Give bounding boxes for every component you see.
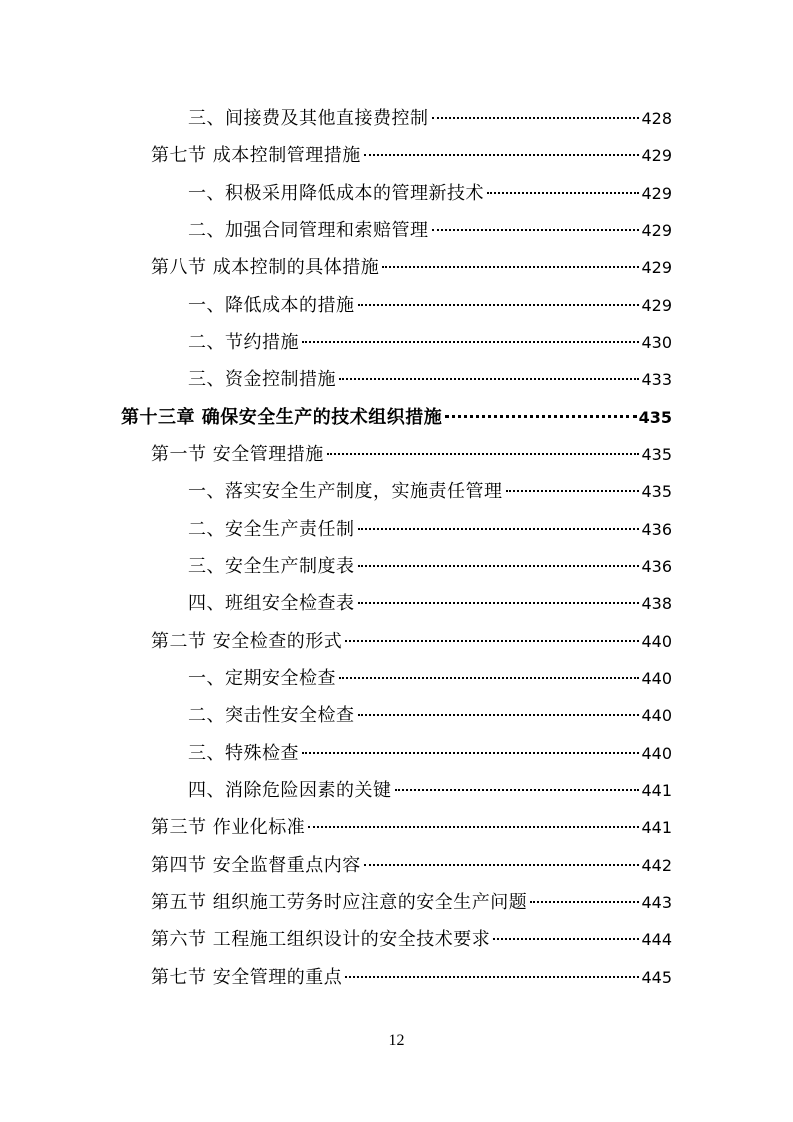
toc-entry-page: 445: [641, 968, 672, 987]
toc-entry[interactable]: [188, 105, 672, 133]
toc-entry-label: 第八节 成本控制的具体措施: [151, 257, 380, 278]
dot-leader: [339, 677, 639, 679]
toc-entry-label: 第五节 组织施工劳务时应注意的安全生产问题: [151, 892, 528, 913]
page-number: 12: [388, 1032, 405, 1049]
toc-entry[interactable]: [188, 777, 672, 805]
dot-leader: [345, 640, 639, 642]
dot-leader: [339, 378, 639, 380]
toc-entry-page: 438: [641, 594, 672, 613]
dot-leader: [358, 602, 640, 604]
dot-leader: [487, 192, 639, 194]
toc-entry[interactable]: [188, 292, 672, 320]
dot-leader: [358, 528, 640, 530]
toc-entry-page: 429: [641, 221, 672, 240]
toc-entry-label: 三、安全生产制度表: [188, 556, 355, 577]
toc-entry[interactable]: [151, 142, 672, 170]
toc-entry-page: 429: [641, 258, 672, 277]
toc-entry[interactable]: [151, 814, 672, 842]
toc-entry-page: 429: [641, 146, 672, 165]
dot-leader: [302, 341, 639, 343]
dot-leader: [358, 714, 640, 716]
toc-entry[interactable]: [151, 926, 672, 954]
toc-entry-page: 429: [641, 296, 672, 315]
toc-entry-page: 440: [641, 744, 672, 763]
toc-entry-label: 二、突击性安全检查: [188, 705, 355, 726]
toc-entry[interactable]: [188, 702, 672, 730]
toc-entry-page: 440: [641, 706, 672, 725]
toc-entry[interactable]: [188, 180, 672, 208]
toc-entry-page: 443: [641, 893, 672, 912]
toc-entry[interactable]: [188, 553, 672, 581]
toc-entry-page: 436: [641, 557, 672, 576]
toc-entry-label: 四、消除危险因素的关键: [188, 780, 392, 801]
toc-entry[interactable]: [151, 852, 672, 880]
toc-entry-label: 第六节 工程施工组织设计的安全技术要求: [151, 929, 491, 950]
toc-entry-label: 四、班组安全检查表: [188, 593, 355, 614]
toc-entry[interactable]: [188, 478, 672, 506]
toc-entry-label: 第十三章 确保安全生产的技术组织措施: [121, 407, 443, 428]
toc-entry-label: 第一节 安全管理措施: [151, 444, 324, 465]
toc-entry-page: 444: [641, 930, 672, 949]
toc-entry-label: 一、落实安全生产制度，实施责任管理: [188, 481, 503, 502]
toc-entry[interactable]: [151, 964, 672, 992]
dot-leader: [327, 453, 640, 455]
dot-leader: [308, 826, 639, 828]
toc-entry-page: 441: [641, 818, 672, 837]
toc-entry-label: 二、加强合同管理和索赔管理: [188, 220, 429, 241]
dot-leader: [493, 938, 639, 940]
toc-entry[interactable]: [151, 889, 672, 917]
dot-leader: [345, 976, 639, 978]
toc-entry-label: 一、定期安全检查: [188, 668, 336, 689]
toc-entry-label: 一、降低成本的措施: [188, 295, 355, 316]
dot-leader: [432, 229, 640, 231]
toc-entry[interactable]: [188, 217, 672, 245]
toc-entry-label: 三、资金控制措施: [188, 369, 336, 390]
toc-entry-label: 一、积极采用降低成本的管理新技术: [188, 183, 484, 204]
toc-entry[interactable]: [188, 516, 672, 544]
dot-leader: [302, 752, 639, 754]
toc-entry-label: 二、安全生产责任制: [188, 519, 355, 540]
toc-entry-page: 440: [641, 632, 672, 651]
toc-entry[interactable]: [188, 366, 672, 394]
toc-entry-page: 440: [641, 669, 672, 688]
toc-entry-page: 436: [641, 520, 672, 539]
dot-leader: [382, 266, 639, 268]
toc-entry[interactable]: [188, 740, 672, 768]
toc-entry-page: 435: [638, 408, 672, 427]
dot-leader: [364, 864, 640, 866]
toc-entry-label: 第七节 成本控制管理措施: [151, 145, 361, 166]
dot-leader: [364, 154, 640, 156]
toc-entry[interactable]: [151, 628, 672, 656]
toc-entry[interactable]: [188, 590, 672, 618]
toc-entry[interactable]: [151, 254, 672, 282]
toc-entry-page: 435: [641, 482, 672, 501]
dot-leader: [445, 415, 636, 418]
toc-entry-page: 433: [641, 370, 672, 389]
toc-entry-page: 429: [641, 184, 672, 203]
toc-entry-label: 第三节 作业化标准: [151, 817, 306, 838]
dot-leader: [506, 490, 640, 492]
toc-entry-page: 430: [641, 333, 672, 352]
toc-entry-label: 第七节 安全管理的重点: [151, 967, 343, 988]
toc-entry-page: 435: [641, 445, 672, 464]
toc-entry-label: 二、节约措施: [188, 332, 299, 353]
toc-entry-page: 441: [641, 781, 672, 800]
toc-entry[interactable]: [151, 441, 672, 469]
toc-entry-label: 三、间接费及其他直接费控制: [188, 108, 429, 129]
toc-entry-page: 428: [641, 109, 672, 128]
dot-leader: [395, 789, 640, 791]
dot-leader: [358, 304, 640, 306]
dot-leader: [432, 117, 640, 119]
toc-entry-label: 第四节 安全监督重点内容: [151, 855, 361, 876]
toc-entry-label: 三、特殊检查: [188, 743, 299, 764]
toc-entry-page: 442: [641, 856, 672, 875]
dot-leader: [358, 565, 640, 567]
toc-entry[interactable]: [188, 665, 672, 693]
toc-entry-label: 第二节 安全检查的形式: [151, 631, 343, 652]
toc-entry[interactable]: [188, 329, 672, 357]
dot-leader: [530, 901, 639, 903]
toc-chapter-entry[interactable]: [121, 404, 672, 432]
